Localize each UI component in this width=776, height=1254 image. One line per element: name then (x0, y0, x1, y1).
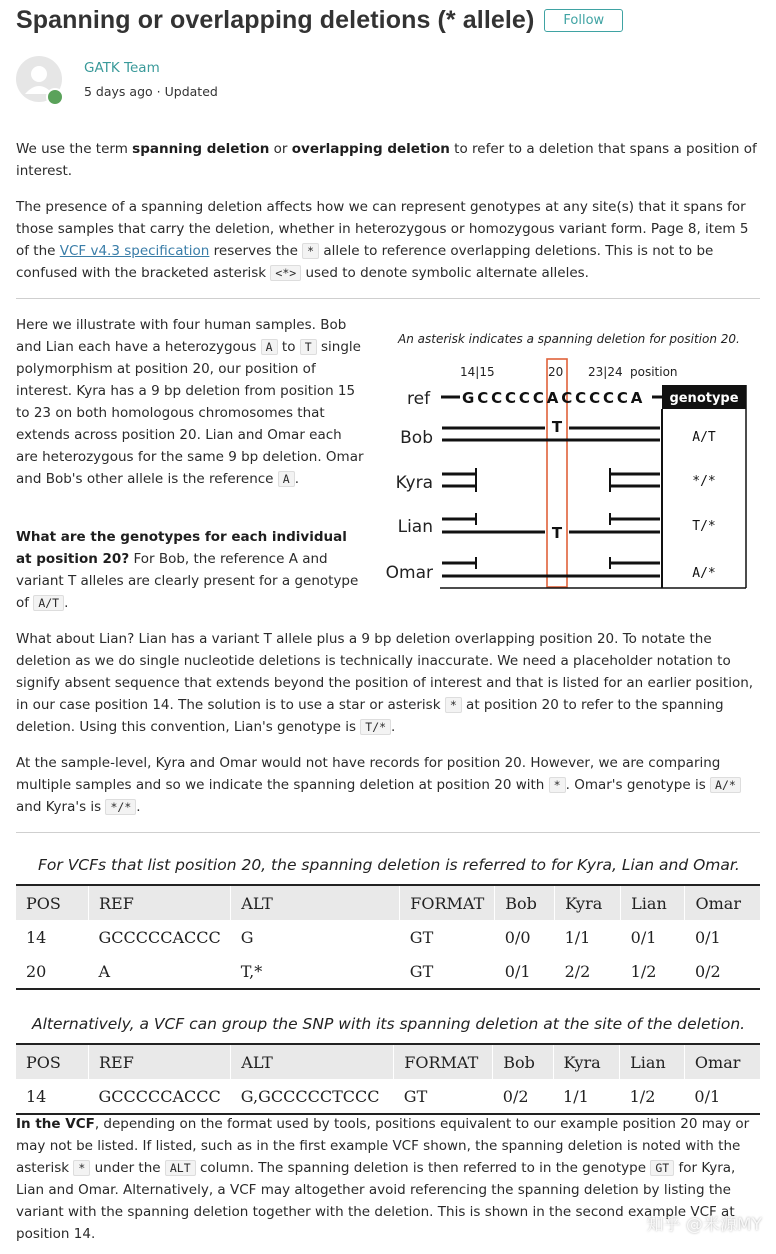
col-bob: Bob (493, 1044, 553, 1079)
genotype-header: genotype (669, 391, 739, 406)
col-format: FORMAT (394, 1044, 493, 1079)
text: . (136, 799, 141, 815)
cell: G,GCCCCCTCCC (231, 1079, 394, 1114)
cell: 2/2 (555, 954, 621, 989)
cell: T,* (231, 954, 400, 989)
vcf-table-1 (16, 884, 760, 990)
code: * (549, 777, 566, 793)
sample-level-paragraph (16, 752, 760, 818)
col-ref: REF (89, 885, 231, 920)
ref-sequence: GCCCCCACCCCCA (462, 389, 646, 407)
code: T (300, 339, 317, 355)
cell: GCCCCCACCC (98, 927, 221, 947)
cell: 0/1 (694, 927, 721, 947)
sample-label-lian: Lian (397, 517, 433, 537)
lian-allele: T (551, 524, 563, 542)
cell: GT (400, 954, 495, 989)
cell: A (89, 954, 231, 989)
code: */* (105, 799, 136, 815)
pos-word-label: position (630, 365, 678, 379)
col-kyra: Kyra (555, 885, 621, 920)
cell: 0/0 (504, 927, 531, 947)
col-alt: ALT (231, 885, 400, 920)
follow-button[interactable]: Follow (544, 9, 623, 32)
vcf-table-2 (16, 1043, 760, 1115)
table-row (16, 954, 760, 989)
cell: GT (409, 927, 434, 947)
col-omar: Omar (685, 885, 760, 920)
code: GT (650, 1160, 674, 1176)
cell: 1/1 (553, 1079, 620, 1114)
cell: 1/2 (620, 1079, 685, 1114)
term-overlapping: overlapping deletion (291, 141, 450, 157)
page-title: Spanning or overlapping deletions (* allele) (16, 6, 535, 34)
code: A/* (710, 777, 741, 793)
figure-caption: An asterisk indicates a spanning deletion for position 20. (398, 332, 740, 346)
text: . (294, 471, 300, 487)
text: . (64, 595, 69, 611)
code: * (302, 243, 319, 259)
spanning-deletion-figure (378, 326, 760, 594)
code: A/T (33, 595, 64, 611)
author-block (16, 56, 218, 102)
text: At the sample-level, Kyra and Omar would not have records for position 20. However, we are comparing multiple samples and so we indicate the spanning deletion at position 20 with (16, 755, 721, 793)
text: The presence of a spanning deletion affects how we can represent genotypes at any site(s) that it spans for those samples that carry the deletion, whether in heterozygous or homozygous variant form. Page 8, item 5 of the (16, 199, 749, 259)
cell: 20 (16, 954, 89, 989)
code: <*> (270, 265, 301, 281)
text: at position 20 to refer to the spanning deletion. Using this convention, Lian's genotype is (16, 697, 724, 735)
text: We use the term (16, 141, 133, 157)
text: column. The spanning deletion is then referred to in the genotype (195, 1160, 651, 1176)
vcf-spec-link[interactable]: VCF v4.3 specification (59, 243, 210, 259)
post-meta (84, 84, 218, 99)
cell: GCCCCCACCC (89, 1079, 231, 1114)
text: to refer to a deletion that spans a position of interest. (16, 141, 757, 179)
genotype-kyra: */* (692, 474, 716, 489)
sample-label-kyra: Kyra (395, 473, 433, 493)
author-meta (84, 56, 218, 102)
text: What about Lian? Lian has a variant T allele plus a 9 bp deletion overlapping position 20. To notate the deletion as we do single nucleotide deletions is technically inaccurate. We need a placeholder notation to signify absent sequence that extends beyond the position of interest and that is listed for an earlier position, in our case position 14. The solution is to use a star or asterisk (16, 631, 754, 713)
genotype-omar: A/* (692, 566, 716, 581)
genotype-lian: T/* (692, 519, 716, 534)
text: For Bob, the reference A and variant T alleles are clearly present for a genotype of (16, 551, 359, 611)
code: ALT (165, 1160, 196, 1176)
title-row (16, 6, 623, 35)
table-row (16, 1079, 760, 1114)
cell: 0/1 (630, 927, 657, 947)
text: used to denote symbolic alternate alleles. (301, 265, 589, 281)
code: * (73, 1160, 90, 1176)
code: A (261, 339, 278, 355)
text: for Kyra, Lian and Omar. Alternatively, a VCF may altogether avoid referencing the spanning deletion by listing the variant with the spanning deletion together with the deletion. This is shown in the second example VCF at position 14. (16, 1160, 736, 1242)
meta-separator: · (156, 84, 161, 99)
cell: 1/2 (621, 954, 685, 989)
term-spanning: spanning deletion (132, 141, 270, 157)
table2-caption: Alternatively, a VCF can group the SNP with its spanning deletion at the site of the deletion. (32, 1015, 746, 1033)
col-lian: Lian (620, 1044, 685, 1079)
cell: 14 (26, 927, 47, 947)
col-lian: Lian (621, 885, 685, 920)
updated-label: Updated (164, 84, 218, 99)
text: allele to reference overlapping deletions. This is not to be confused with the bracketed asterisk (16, 243, 714, 281)
lian-paragraph (16, 628, 762, 738)
ref-label: ref (407, 389, 431, 409)
intro-paragraph-1 (16, 138, 760, 182)
pos-mid-label: 20 (548, 365, 564, 379)
pos-right-label: 23|24 (588, 365, 623, 379)
post-time: 5 days ago (84, 84, 153, 99)
col-kyra: Kyra (553, 1044, 620, 1079)
table-header-row (16, 885, 760, 920)
in-the-vcf-bold: In the VCF (16, 1116, 95, 1132)
col-format: FORMAT (400, 885, 495, 920)
code: A (278, 471, 295, 487)
sample-label-omar: Omar (385, 563, 433, 583)
cell: 0/2 (685, 954, 760, 989)
table-row (16, 920, 760, 954)
code: * (445, 697, 462, 713)
text: . (391, 719, 396, 735)
cell: G (240, 927, 254, 947)
text: reserves the (209, 243, 303, 259)
col-alt: ALT (231, 1044, 394, 1079)
author-name[interactable]: GATK Team (84, 60, 160, 76)
col-omar: Omar (684, 1044, 760, 1079)
cell: GT (394, 1079, 493, 1114)
question-paragraph (16, 526, 366, 614)
text: , depending on the format used by tools, positions equivalent to our example position 20 may or may not be listed. If listed, such as in the first example VCF shown, the spanning deletion is noted with the asterisk (16, 1116, 750, 1176)
text: and Kyra's is (16, 799, 106, 815)
text: single polymorphism at position 20, our position of interest. Kyra has a 9 bp deletion from position 15 to 23 on both homologous chromosomes that extends across position 20. Lian and Omar each are heterozygous for the same 9 bp deletion. Omar and Bob's other allele is the reference (16, 339, 364, 487)
table1-caption: For VCFs that list position 20, the spanning deletion is referred to for Kyra, Lian and Omar. (38, 856, 740, 874)
divider (16, 298, 760, 299)
sample-label-bob: Bob (400, 428, 433, 448)
col-ref: REF (89, 1044, 231, 1079)
intro-paragraph-2 (16, 196, 760, 284)
table-header-row (16, 1044, 760, 1079)
col-pos: POS (16, 885, 89, 920)
text: Here we illustrate with four human samples. Bob and Lian each have a heterozygous (16, 317, 347, 355)
divider (16, 832, 760, 833)
text: under the (90, 1160, 165, 1176)
cell: 0/1 (684, 1079, 760, 1114)
question-bold: What are the genotypes for each individual at position 20? (16, 529, 347, 567)
cell: 0/2 (493, 1079, 553, 1114)
verified-badge-icon (46, 88, 64, 106)
code: T/* (360, 719, 391, 735)
watermark: 知乎 @米源MY (646, 1215, 762, 1235)
cell: 1/1 (564, 927, 591, 947)
genotype-bob: A/T (692, 430, 716, 445)
pos-left-label: 14|15 (460, 365, 495, 379)
bob-allele: T (551, 418, 563, 436)
col-bob: Bob (495, 885, 555, 920)
col-pos: POS (16, 1044, 89, 1079)
cell: 14 (16, 1079, 89, 1114)
avatar[interactable] (16, 56, 62, 102)
text: or (269, 141, 292, 157)
text: . Omar's genotype is (565, 777, 711, 793)
cell: 0/1 (495, 954, 555, 989)
text: to (277, 339, 300, 355)
illustration-paragraph (16, 314, 366, 490)
